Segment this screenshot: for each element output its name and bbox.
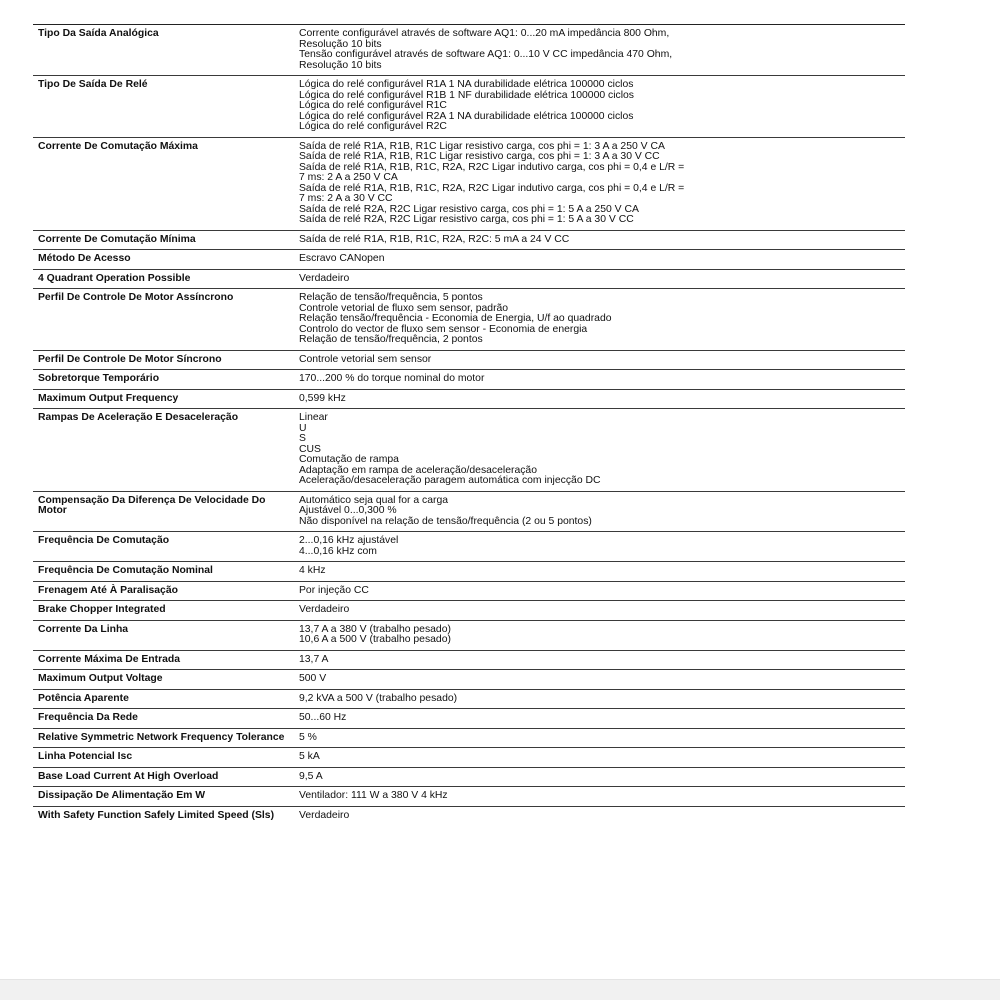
spec-value: CUS [299, 443, 321, 455]
spec-value: S [299, 433, 306, 444]
spec-values [299, 496, 905, 528]
spec-value: Saída de relé R1A, R1B, R1C Ligar resistivo carga, cos phi = 1: 3 A a 30 V CC [299, 151, 660, 162]
spec-value: Controlo do vector de fluxo sem sensor - Economia de energia [299, 323, 588, 335]
table-row [33, 269, 905, 289]
spec-value: 13,7 A [299, 653, 329, 665]
spec-label: Corrente De Comutação Máxima [38, 140, 198, 152]
spec-value: 13,7 A a 380 V (trabalho pesado) [299, 623, 451, 635]
spec-value: U [299, 422, 307, 434]
table-row [33, 561, 905, 581]
table-row [33, 408, 905, 491]
spec-value: Comutação de rampa [299, 454, 399, 465]
spec-label: Relative Symmetric Network Frequency Tolerance [38, 731, 285, 743]
spec-value: Saída de relé R1A, R1B, R1C Ligar resistivo carga, cos phi = 1: 3 A a 250 V CA [299, 140, 665, 152]
spec-values [299, 791, 905, 802]
table-row [33, 728, 905, 748]
spec-value: Automático seja qual for a carga [299, 494, 449, 506]
spec-value: 50...60 Hz [299, 712, 347, 723]
spec-values [299, 586, 905, 597]
spec-value: 4 kHz [299, 565, 326, 576]
spec-values [299, 80, 905, 133]
table-row [33, 708, 905, 728]
spec-value: Relação tensão/frequência - Economia de Energia, U/f ao quadrado [299, 313, 612, 324]
spec-value: Ajustável 0...0,300 % [299, 505, 397, 516]
table-row [33, 230, 905, 250]
spec-values [299, 566, 905, 577]
spec-values [299, 713, 905, 724]
spec-value: 2...0,16 kHz ajustável [299, 535, 399, 546]
spec-value: Lógica do relé configurável R1C [299, 100, 447, 111]
spec-value: Adaptação em rampa de aceleração/desaceleração [299, 464, 537, 476]
table-row [33, 620, 905, 650]
spec-value: Controle vetorial de fluxo sem sensor, padrão [299, 302, 509, 314]
table-row [33, 75, 905, 137]
spec-value: 5 kA [299, 751, 320, 762]
table-row [33, 689, 905, 709]
spec-value: Saída de relé R1A, R1B, R1C, R2A, R2C Ligar indutivo carga, cos phi = 0,4 e L/R = [299, 161, 685, 173]
spec-label: Brake Chopper Integrated [38, 604, 166, 615]
spec-value: Escravo CANopen [299, 253, 385, 264]
spec-label: Frequência De Comutação [38, 535, 170, 546]
spec-label: Corrente Máxima De Entrada [38, 653, 181, 665]
spec-label: With Safety Function Safely Limited Speed (Sls) [38, 809, 275, 821]
table-row [33, 581, 905, 601]
spec-value: Lógica do relé configurável R2C [299, 121, 447, 132]
spec-value: Relação de tensão/frequência, 2 pontos [299, 334, 483, 345]
spec-label: Rampas De Aceleração E Desaceleração [38, 412, 239, 423]
spec-label: Potência Aparente [38, 692, 129, 704]
spec-values [299, 293, 905, 346]
spec-value: Saída de relé R2A, R2C Ligar resistivo carga, cos phi = 1: 5 A a 250 V CA [299, 203, 639, 215]
spec-values [299, 752, 905, 763]
spec-value: Lógica do relé configurável R1A 1 NA durabilidade elétrica 100000 ciclos [299, 79, 634, 90]
spec-value: Saída de relé R1A, R1B, R1C, R2A, R2C Ligar indutivo carga, cos phi = 0,4 e L/R = [299, 182, 685, 194]
spec-value: Resolução 10 bits [299, 59, 382, 71]
table-row [33, 531, 905, 561]
spec-value: Verdadeiro [299, 272, 350, 284]
spec-values [299, 605, 905, 616]
bottom-strip [0, 979, 1000, 1000]
spec-values [299, 655, 905, 666]
spec-values [299, 733, 905, 744]
spec-value: 9,2 kVA a 500 V (trabalho pesado) [299, 692, 458, 704]
spec-values [299, 772, 905, 783]
table-row [33, 288, 905, 350]
spec-value: Não disponível na relação de tensão/frequência (2 ou 5 pontos) [299, 515, 592, 527]
spec-label: Corrente Da Linha [38, 623, 129, 635]
spec-table [33, 24, 905, 825]
table-row [33, 747, 905, 767]
spec-value: 500 V [299, 673, 327, 684]
spec-values [299, 29, 905, 71]
spec-label: Método De Acesso [38, 253, 131, 264]
table-row [33, 249, 905, 269]
spec-value: Resolução 10 bits [299, 38, 382, 50]
spec-label: Linha Potencial Isc [38, 751, 133, 762]
table-row [33, 806, 905, 826]
spec-value: Saída de relé R1A, R1B, R1C, R2A, R2C: 5 mA a 24 V CC [299, 233, 570, 245]
spec-values [299, 694, 905, 705]
spec-value: 7 ms: 2 A a 30 V CC [299, 193, 393, 204]
table-row [33, 767, 905, 787]
spec-values [299, 625, 905, 646]
spec-value: Relação de tensão/frequência, 5 pontos [299, 292, 483, 303]
spec-value: 4...0,16 kHz com [299, 545, 377, 557]
spec-value: Corrente configurável através de software AQ1: 0...20 mA impedância 800 Ohm, [299, 28, 670, 39]
table-row [33, 369, 905, 389]
spec-value: Tensão configurável através de software AQ1: 0...10 V CC impedância 470 Ohm, [299, 49, 673, 60]
table-row [33, 389, 905, 409]
table-row [33, 350, 905, 370]
spec-label: Compensação Da Diferença De Velocidade Do Motor [38, 494, 266, 516]
spec-label: 4 Quadrant Operation Possible [38, 272, 191, 284]
table-row [33, 600, 905, 620]
spec-value: Aceleração/desaceleração paragem automática com injecção DC [299, 475, 601, 486]
spec-value: Por injeção CC [299, 584, 369, 596]
spec-label: Corrente De Comutação Mínima [38, 233, 196, 245]
spec-values [299, 413, 905, 487]
spec-value: 0,599 kHz [299, 392, 346, 404]
spec-label: Base Load Current At High Overload [38, 770, 219, 782]
spec-value: 9,5 A [299, 770, 323, 782]
spec-value: 10,6 A a 500 V (trabalho pesado) [299, 634, 451, 645]
table-row [33, 786, 905, 806]
spec-value: Ventilador: 111 W a 380 V 4 kHz [299, 790, 448, 801]
spec-values [299, 811, 905, 822]
spec-label: Frequência De Comutação Nominal [38, 565, 213, 576]
spec-label: Frenagem Até À Paralisação [38, 584, 178, 596]
spec-values [299, 142, 905, 226]
spec-values [299, 274, 905, 285]
spec-values [299, 355, 905, 366]
spec-label: Dissipação De Alimentação Em W [38, 790, 206, 801]
table-row [33, 669, 905, 689]
spec-values [299, 674, 905, 685]
table-row [33, 650, 905, 670]
spec-value: 7 ms: 2 A a 250 V CA [299, 172, 398, 183]
spec-value: Lógica do relé configurável R1B 1 NF durabilidade elétrica 100000 ciclos [299, 89, 635, 101]
spec-value: Verdadeiro [299, 604, 350, 615]
spec-value: Linear [299, 412, 328, 423]
spec-values [299, 394, 905, 405]
spec-values [299, 536, 905, 557]
table-row [33, 491, 905, 532]
table-row [33, 137, 905, 230]
spec-value: Saída de relé R2A, R2C Ligar resistivo carga, cos phi = 1: 5 A a 30 V CC [299, 214, 634, 225]
spec-values [299, 374, 905, 385]
spec-label: Maximum Output Frequency [38, 392, 179, 404]
spec-values [299, 254, 905, 265]
spec-value: Lógica do relé configurável R2A 1 NA durabilidade elétrica 100000 ciclos [299, 110, 634, 122]
spec-values [299, 235, 905, 246]
spec-label: Maximum Output Voltage [38, 673, 163, 684]
spec-label: Tipo De Saída De Relé [38, 79, 148, 90]
spec-value: Controle vetorial sem sensor [299, 353, 432, 365]
spec-label: Frequência Da Rede [38, 712, 138, 723]
spec-label: Sobretorque Temporário [38, 373, 160, 384]
spec-label: Perfil De Controle De Motor Assíncrono [38, 292, 234, 303]
spec-label: Perfil De Controle De Motor Síncrono [38, 353, 222, 365]
spec-value: Verdadeiro [299, 809, 350, 821]
spec-label: Tipo Da Saída Analógica [38, 28, 159, 39]
spec-value: 5 % [299, 731, 317, 743]
spec-value: 170...200 % do torque nominal do motor [299, 373, 485, 384]
table-row [33, 24, 905, 75]
